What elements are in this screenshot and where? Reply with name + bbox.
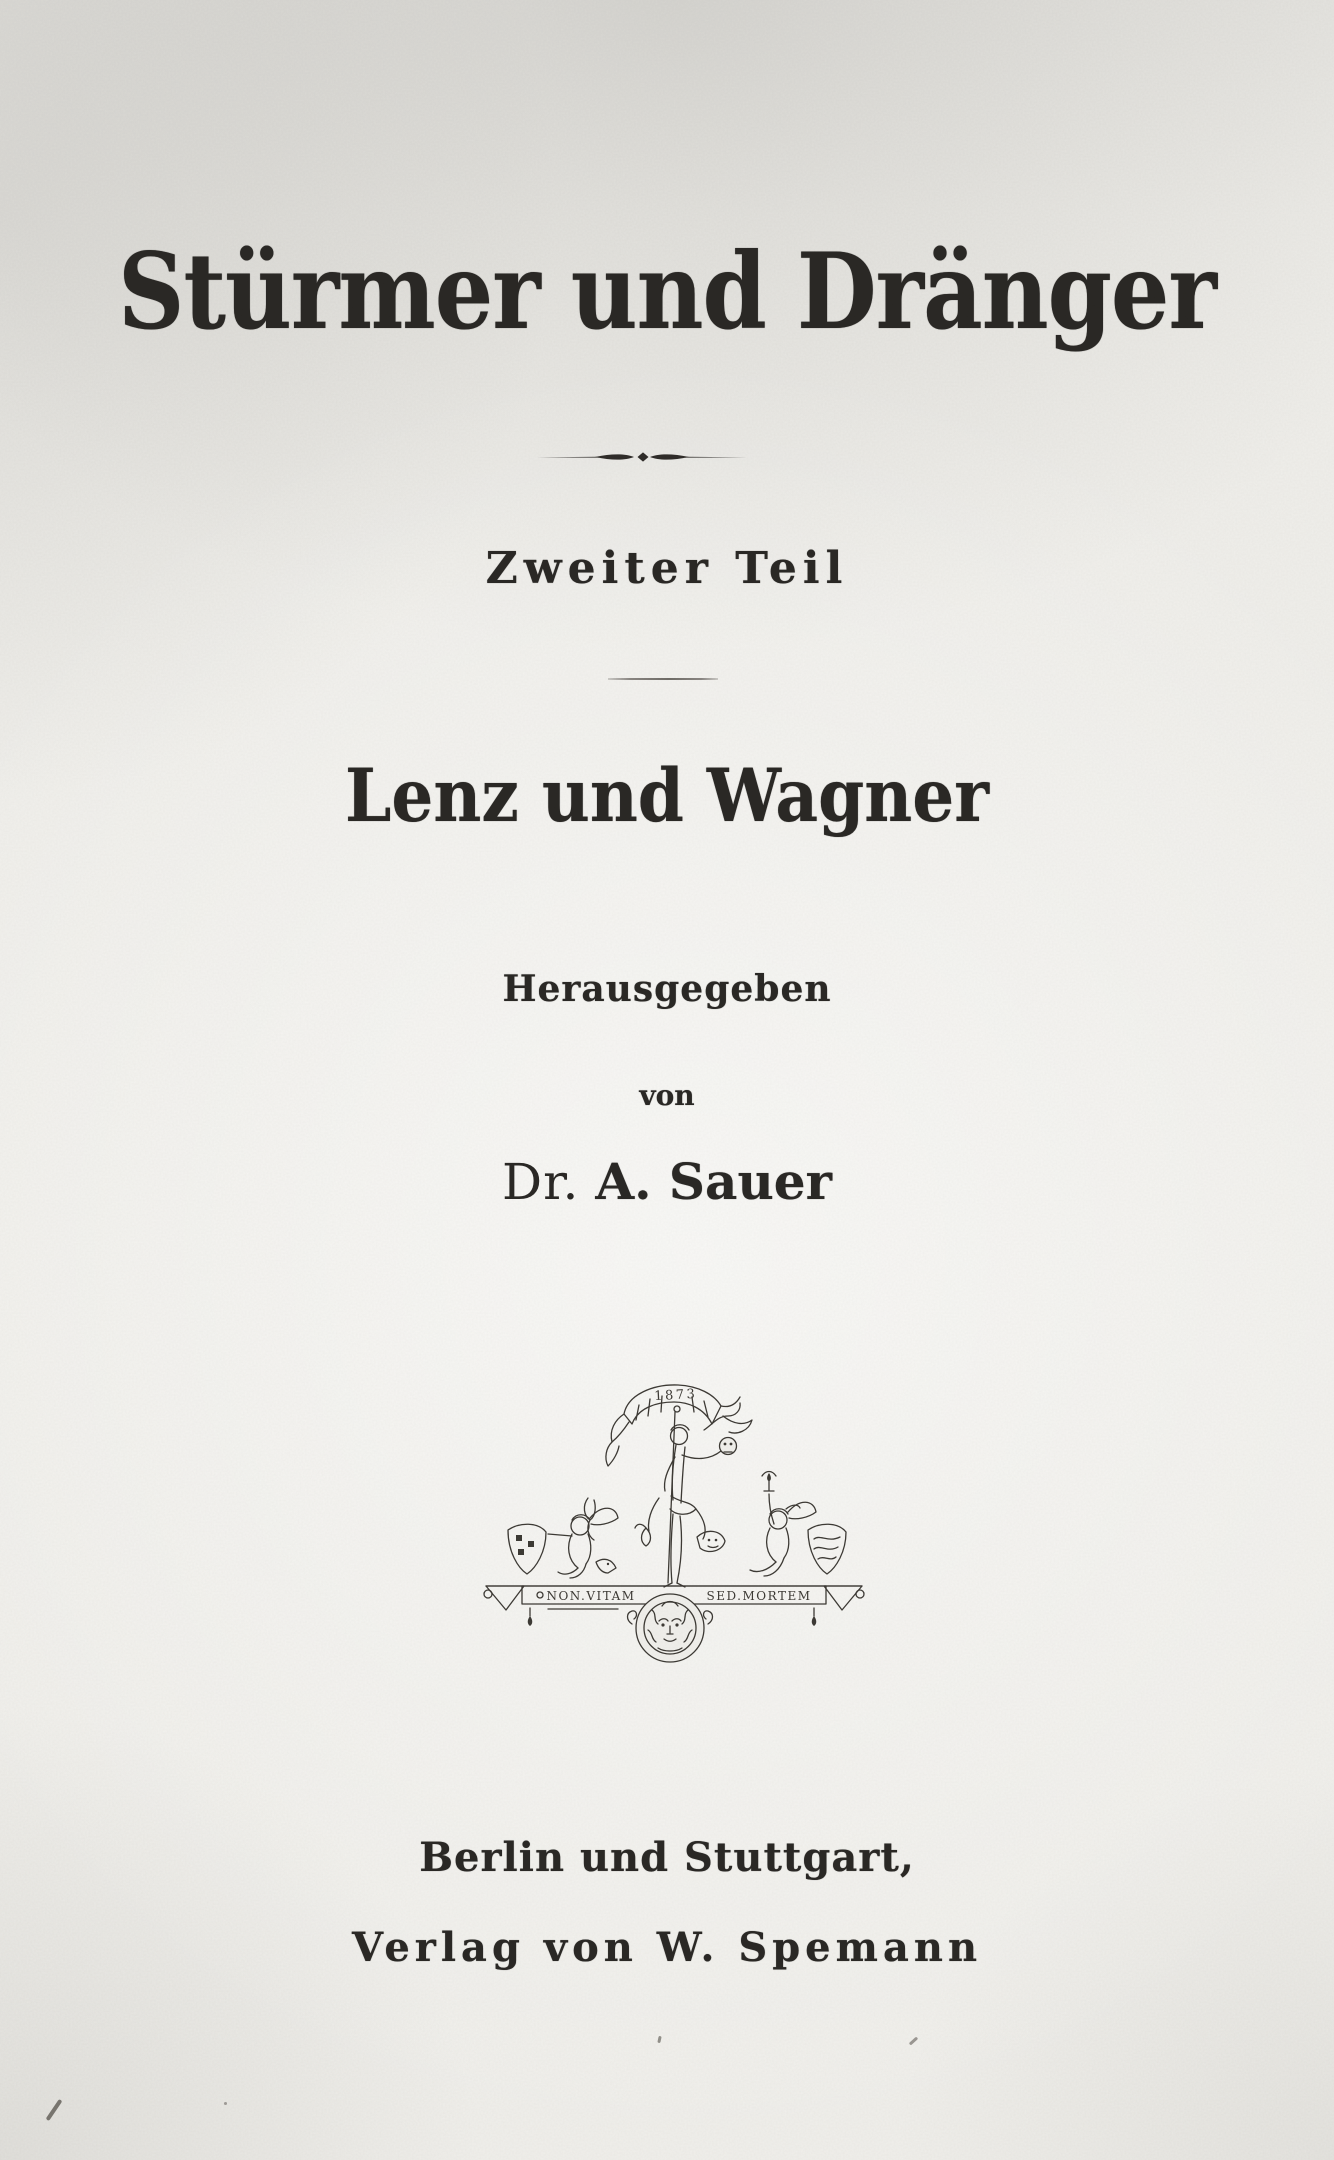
motto-left: NON.VITAM [546, 1589, 636, 1603]
part-title: Zweiter Teil [485, 543, 849, 594]
imprint-place: Berlin und Stuttgart, [419, 1834, 915, 1881]
by-label: von [639, 1079, 695, 1112]
editor-line [0, 1152, 1334, 1211]
imprint-publisher: Verlag von W. Spemann [351, 1924, 983, 1971]
paper-fiber-speck [46, 2099, 63, 2121]
cherub-right-icon [750, 1472, 846, 1577]
paper-speck [909, 2037, 918, 2046]
diamond-rule-icon [537, 450, 747, 464]
series-title: Stürmer und Dränger [118, 230, 1216, 354]
thin-divider [608, 678, 718, 680]
volume-title: Lenz und Wagner [345, 753, 989, 839]
publisher-emblem [478, 1378, 870, 1668]
emblem-year: 1873 [653, 1386, 698, 1405]
paper-speck [224, 2102, 227, 2105]
motto-right: SED.MORTEM [706, 1589, 812, 1603]
ornament-divider [537, 449, 747, 463]
editor-name: A. Sauer [595, 1152, 832, 1211]
edited-by-label: Herausgegeben [502, 968, 832, 1010]
editor-prefix: Dr. [502, 1153, 580, 1211]
paper-speck [657, 2036, 661, 2043]
cherub-left-icon [508, 1508, 618, 1578]
publisher-device-icon [478, 1378, 870, 1668]
